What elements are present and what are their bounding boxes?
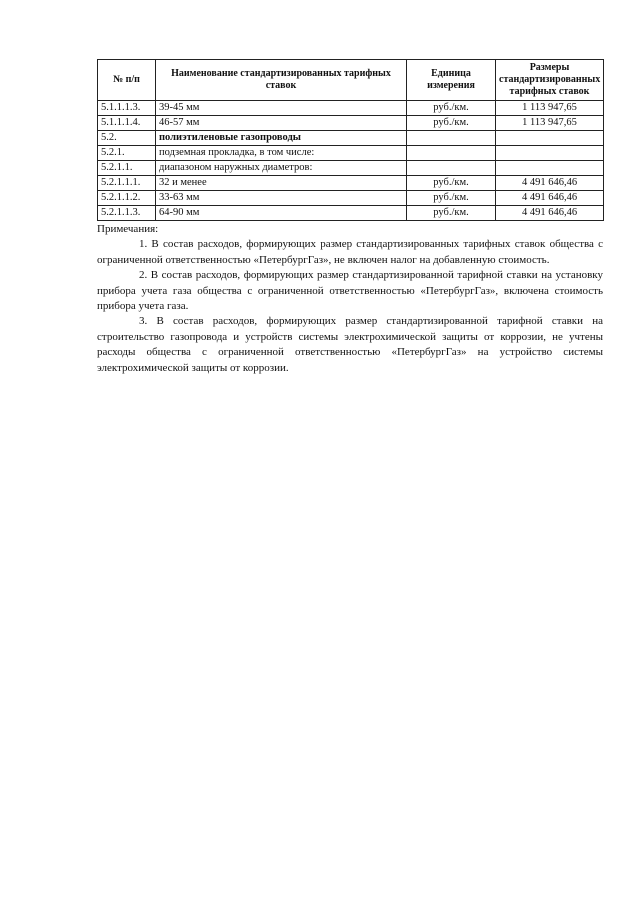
row-number: 5.2.1.1.1. bbox=[98, 176, 156, 191]
table-row bbox=[98, 191, 604, 206]
row-unit: руб./км. bbox=[407, 191, 496, 206]
header-unit: Единица измерения bbox=[407, 60, 496, 101]
row-name: 46-57 мм bbox=[156, 116, 407, 131]
row-name: диапазоном наружных диаметров: bbox=[156, 161, 407, 176]
row-name: 39-45 мм bbox=[156, 101, 407, 116]
header-name: Наименование стандартизированных тарифных ставок bbox=[156, 60, 407, 101]
row-unit: руб./км. bbox=[407, 206, 496, 221]
row-number: 5.2.1.1.3. bbox=[98, 206, 156, 221]
table-row bbox=[98, 101, 604, 116]
row-price: 1 113 947,65 bbox=[496, 116, 604, 131]
table-row bbox=[98, 161, 604, 176]
table-header-row bbox=[98, 60, 604, 101]
row-unit: руб./км. bbox=[407, 176, 496, 191]
row-price: 1 113 947,65 bbox=[496, 101, 604, 116]
row-unit: руб./км. bbox=[407, 101, 496, 116]
row-price bbox=[496, 131, 604, 146]
note-item: 1. В состав расходов, формирующих размер стандартизированных тарифных ставок общества с ограниченной ответственностью «ПетербургГаз», не включен налог на добавленную стоимость. bbox=[97, 238, 603, 266]
row-unit bbox=[407, 161, 496, 176]
row-name: 64-90 мм bbox=[156, 206, 407, 221]
row-unit bbox=[407, 146, 496, 161]
row-price: 4 491 646,46 bbox=[496, 176, 604, 191]
table-row bbox=[98, 176, 604, 191]
header-size: Размеры стандартизированных тарифных ставок bbox=[496, 60, 604, 101]
row-name: 33-63 мм bbox=[156, 191, 407, 206]
row-price bbox=[496, 146, 604, 161]
table-row bbox=[98, 131, 604, 146]
row-unit bbox=[407, 131, 496, 146]
row-name: 32 и менее bbox=[156, 176, 407, 191]
row-number: 5.2. bbox=[98, 131, 156, 146]
notes-section bbox=[97, 222, 603, 376]
note-item: 3. В состав расходов, формирующих размер стандартизированной тарифной ставки на строительство газопровода и устройств системы электрохимической защиты от коррозии, не учтены расходы общества с ограниченной ответственностью «ПетербургГаз» на устройство системы электрохимической защиты от коррозии. bbox=[97, 315, 603, 374]
row-price: 4 491 646,46 bbox=[496, 206, 604, 221]
row-number: 5.2.1.1. bbox=[98, 161, 156, 176]
row-price bbox=[496, 161, 604, 176]
table-row bbox=[98, 146, 604, 161]
row-price: 4 491 646,46 bbox=[496, 191, 604, 206]
note-item: 2. В состав расходов, формирующих размер стандартизированной тарифной ставки на установку прибора учета газа общества с ограниченной ответственностью «ПетербургГаз», включена стоимость прибора учета газа. bbox=[97, 269, 603, 313]
table-row bbox=[98, 206, 604, 221]
table-row bbox=[98, 116, 604, 131]
row-number: 5.1.1.1.3. bbox=[98, 101, 156, 116]
row-name: полиэтиленовые газопроводы bbox=[156, 131, 407, 146]
row-number: 5.2.1.1.2. bbox=[98, 191, 156, 206]
header-number: № п/п bbox=[98, 60, 156, 101]
row-number: 5.1.1.1.4. bbox=[98, 116, 156, 131]
row-name: подземная прокладка, в том числе: bbox=[156, 146, 407, 161]
notes-heading: Примечания: bbox=[97, 223, 159, 235]
tariff-table bbox=[97, 59, 604, 221]
row-unit: руб./км. bbox=[407, 116, 496, 131]
row-number: 5.2.1. bbox=[98, 146, 156, 161]
